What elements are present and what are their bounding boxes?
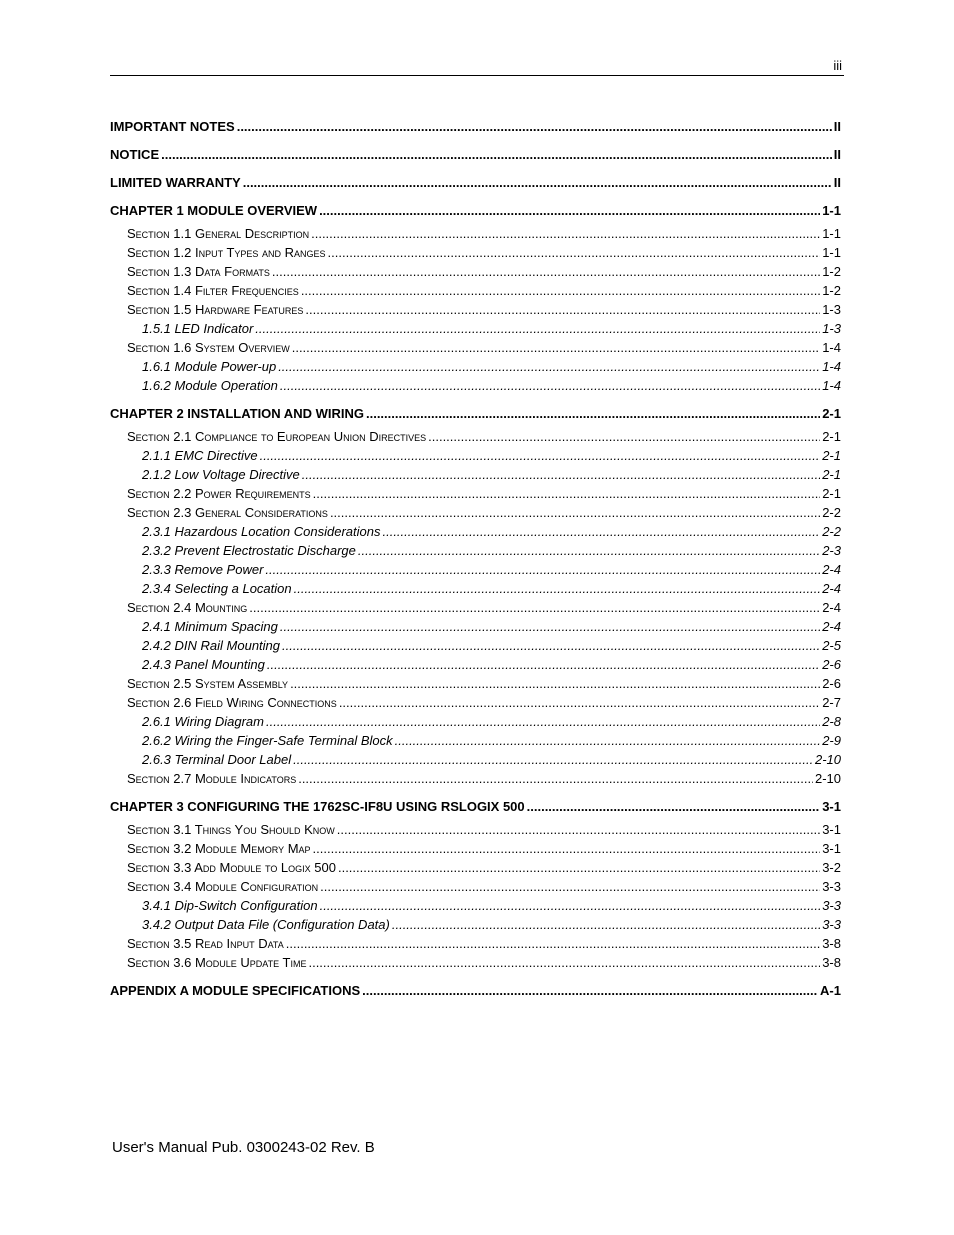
dot-leader [328, 243, 821, 262]
page-number: iii [833, 58, 842, 73]
toc-entry[interactable] [110, 579, 841, 598]
toc-entry[interactable] [110, 404, 841, 423]
toc-entry-page: 2-9 [822, 733, 841, 748]
toc-entry[interactable] [110, 145, 841, 164]
toc-entry-title: Section 1.4 Filter Frequencies [127, 283, 299, 298]
dot-leader [272, 262, 820, 281]
toc-entry-title: 2.1.2 Low Voltage Directive [142, 467, 300, 482]
toc-entry-title: 3.4.2 Output Data File (Configuration Data) [142, 917, 390, 932]
toc-entry[interactable] [110, 839, 841, 858]
toc-entry-title: Section 2.6 Field Wiring Connections [127, 695, 337, 710]
dot-leader [282, 636, 820, 655]
toc-entry-title: Section 2.1 Compliance to European Union Directives [127, 429, 427, 444]
dot-leader [311, 224, 820, 243]
toc-entry-title: 1.5.1 LED Indicator [142, 321, 254, 336]
toc-entry-title: CHAPTER 3 CONFIGURING THE 1762SC-IF8U USING RSLOGIX 500 [110, 799, 525, 814]
toc-entry-title: Section 2.2 Power Requirements [127, 486, 311, 501]
dot-leader [320, 877, 820, 896]
toc-entry-page: 1-4 [822, 359, 841, 374]
table-of-contents [110, 112, 841, 1004]
dot-leader [161, 145, 832, 164]
dot-leader [294, 579, 821, 598]
toc-entry-title: 1.6.1 Module Power-up [142, 359, 277, 374]
toc-entry-page: 2-1 [822, 486, 841, 501]
toc-entry-title: 2.6.1 Wiring Diagram [142, 714, 264, 729]
toc-entry-page: 3-3 [822, 917, 841, 932]
dot-leader [290, 674, 820, 693]
dot-leader [286, 934, 820, 953]
toc-entry-page: 1-1 [822, 226, 841, 241]
toc-entry-page: 1-3 [822, 302, 841, 317]
toc-entry-title: CHAPTER 1 MODULE OVERVIEW [110, 203, 318, 218]
dot-leader [313, 839, 821, 858]
toc-entry-page: 2-7 [822, 695, 841, 710]
toc-entry-page: 1-4 [822, 340, 841, 355]
toc-entry-title: Section 2.7 Module Indicators [127, 771, 297, 786]
toc-entry[interactable] [110, 522, 841, 541]
toc-entry-title: Section 2.3 General Considerations [127, 505, 328, 520]
toc-entry[interactable] [110, 300, 841, 319]
toc-entry[interactable] [110, 201, 841, 220]
dot-leader [382, 522, 820, 541]
toc-entry-page: 3-8 [822, 955, 841, 970]
dot-leader [237, 117, 832, 136]
toc-entry-title: Section 3.1 Things You Should Know [127, 822, 335, 837]
toc-entry[interactable] [110, 953, 841, 972]
dot-leader [292, 338, 820, 357]
dot-leader [319, 201, 820, 220]
toc-entry[interactable] [110, 503, 841, 522]
toc-entry-title: LIMITED WARRANTY [110, 175, 241, 190]
toc-entry[interactable] [110, 376, 841, 395]
dot-leader [278, 357, 820, 376]
toc-entry-page: 3-1 [822, 841, 841, 856]
toc-entry-page: 2-3 [822, 543, 841, 558]
dot-leader [305, 300, 820, 319]
toc-entry[interactable] [110, 173, 841, 192]
toc-entry-page: 1-3 [822, 321, 841, 336]
dot-leader [249, 598, 820, 617]
toc-entry-title: Section 3.5 Read Input Data [127, 936, 284, 951]
toc-entry-title: Section 3.3 Add Module to Logix 500 [127, 860, 336, 875]
toc-entry-title: 2.3.2 Prevent Electrostatic Discharge [142, 543, 356, 558]
dot-leader [308, 953, 820, 972]
dot-leader [330, 503, 820, 522]
dot-leader [267, 655, 820, 674]
toc-entry[interactable] [110, 750, 841, 769]
toc-entry-page: 2-2 [822, 505, 841, 520]
toc-entry-page: 2-4 [822, 581, 841, 596]
toc-entry-page: 1-2 [822, 264, 841, 279]
toc-entry[interactable] [110, 674, 841, 693]
dot-leader [358, 541, 820, 560]
toc-entry[interactable] [110, 820, 841, 839]
toc-entry-page: A-1 [820, 983, 841, 998]
toc-entry[interactable] [110, 877, 841, 896]
toc-entry-title: 2.1.1 EMC Directive [142, 448, 258, 463]
toc-entry-page: 2-1 [822, 429, 841, 444]
toc-entry-page: 3-2 [822, 860, 841, 875]
toc-entry-page: 3-8 [822, 936, 841, 951]
dot-leader [293, 750, 813, 769]
toc-entry[interactable] [110, 981, 841, 1000]
toc-entry[interactable] [110, 636, 841, 655]
toc-entry-page: 2-10 [814, 752, 841, 767]
toc-entry[interactable] [110, 338, 841, 357]
toc-entry-title: Section 3.6 Module Update Time [127, 955, 307, 970]
toc-entry-title: 2.4.1 Minimum Spacing [142, 619, 278, 634]
dot-leader [265, 560, 820, 579]
toc-entry[interactable] [110, 712, 841, 731]
toc-entry-title: Section 1.3 Data Formats [127, 264, 270, 279]
dot-leader [280, 376, 820, 395]
toc-entry[interactable] [110, 465, 841, 484]
toc-entry[interactable] [110, 262, 841, 281]
toc-entry-title: Section 1.5 Hardware Features [127, 302, 304, 317]
toc-entry-page: 2-4 [822, 619, 841, 634]
toc-entry-title: CHAPTER 2 INSTALLATION AND WIRING [110, 406, 364, 421]
toc-entry[interactable] [110, 117, 841, 136]
toc-entry-page: 3-1 [822, 799, 841, 814]
toc-entry[interactable] [110, 934, 841, 953]
toc-entry-title: Section 3.4 Module Configuration [127, 879, 319, 894]
toc-entry[interactable] [110, 319, 841, 338]
toc-entry-title: Section 1.2 Input Types and Ranges [127, 245, 326, 260]
toc-entry[interactable] [110, 484, 841, 503]
toc-entry[interactable] [110, 915, 841, 934]
toc-entry-page: 2-6 [822, 657, 841, 672]
toc-entry-title: Section 1.6 System Overview [127, 340, 290, 355]
toc-entry-title: Section 1.1 General Description [127, 226, 310, 241]
toc-entry-title: NOTICE [110, 147, 160, 162]
toc-entry[interactable] [110, 598, 841, 617]
header-rule [110, 75, 844, 76]
toc-entry-title: 2.3.4 Selecting a Location [142, 581, 292, 596]
dot-leader [338, 858, 820, 877]
dot-leader [255, 319, 820, 338]
toc-entry-title: 1.6.2 Module Operation [142, 378, 278, 393]
toc-entry-page: 1-1 [822, 203, 841, 218]
toc-entry-title: APPENDIX A MODULE SPECIFICATIONS [110, 983, 361, 998]
toc-entry-page: 3-1 [822, 822, 841, 837]
dot-leader [527, 797, 821, 816]
toc-entry-page: 2-1 [822, 448, 841, 463]
toc-entry-title: 2.4.2 DIN Rail Mounting [142, 638, 281, 653]
toc-entry-page: 2-1 [822, 406, 841, 421]
toc-entry[interactable] [110, 896, 841, 915]
toc-entry[interactable] [110, 446, 841, 465]
toc-entry[interactable] [110, 281, 841, 300]
toc-entry[interactable] [110, 769, 841, 788]
toc-entry-page: 1-2 [822, 283, 841, 298]
toc-entry-page: 2-5 [822, 638, 841, 653]
dot-leader [302, 465, 820, 484]
dot-leader [313, 484, 821, 503]
dot-leader [362, 981, 818, 1000]
dot-leader [298, 769, 813, 788]
toc-entry-page: 2-4 [822, 562, 841, 577]
dot-leader [243, 173, 832, 192]
toc-entry[interactable] [110, 731, 841, 750]
toc-entry[interactable] [110, 560, 841, 579]
toc-entry-page: 1-4 [822, 378, 841, 393]
dot-leader [337, 820, 820, 839]
toc-entry-page: 1-1 [822, 245, 841, 260]
dot-leader [260, 446, 821, 465]
dot-leader [395, 731, 821, 750]
toc-entry[interactable] [110, 427, 841, 446]
toc-entry-title: Section 3.2 Module Memory Map [127, 841, 311, 856]
toc-entry[interactable] [110, 797, 841, 816]
toc-entry-page: II [833, 119, 841, 134]
toc-entry-title: 2.4.3 Panel Mounting [142, 657, 265, 672]
toc-entry[interactable] [110, 693, 841, 712]
toc-entry-page: 3-3 [822, 879, 841, 894]
dot-leader [320, 896, 821, 915]
toc-entry-title: Section 2.4 Mounting [127, 600, 248, 615]
toc-entry-title: IMPORTANT NOTES [110, 119, 235, 134]
toc-entry-page: 2-1 [822, 467, 841, 482]
toc-entry-title: 2.3.1 Hazardous Location Considerations [142, 524, 381, 539]
dot-leader [428, 427, 820, 446]
dot-leader [339, 693, 820, 712]
toc-entry-title: 3.4.1 Dip-Switch Configuration [142, 898, 318, 913]
toc-entry-page: II [833, 147, 841, 162]
toc-entry-page: 2-6 [822, 676, 841, 691]
toc-entry[interactable] [110, 357, 841, 376]
toc-entry[interactable] [110, 858, 841, 877]
toc-entry-page: 2-4 [822, 600, 841, 615]
toc-entry-page: II [833, 175, 841, 190]
toc-entry-page: 2-10 [814, 771, 841, 786]
toc-entry-title: 2.6.3 Terminal Door Label [142, 752, 292, 767]
dot-leader [301, 281, 820, 300]
toc-entry[interactable] [110, 243, 841, 262]
toc-entry-page: 2-8 [822, 714, 841, 729]
dot-leader [392, 915, 820, 934]
toc-entry-title: Section 2.5 System Assembly [127, 676, 289, 691]
toc-entry[interactable] [110, 655, 841, 674]
dot-leader [366, 404, 820, 423]
toc-entry[interactable] [110, 541, 841, 560]
toc-entry[interactable] [110, 617, 841, 636]
toc-entry-page: 2-2 [822, 524, 841, 539]
toc-entry[interactable] [110, 224, 841, 243]
footer-text: User's Manual Pub. 0300243-02 Rev. B [112, 1139, 375, 1156]
toc-entry-title: 2.6.2 Wiring the Finger-Safe Terminal Block [142, 733, 393, 748]
dot-leader [266, 712, 820, 731]
toc-entry-page: 3-3 [822, 898, 841, 913]
dot-leader [280, 617, 820, 636]
toc-entry-title: 2.3.3 Remove Power [142, 562, 264, 577]
